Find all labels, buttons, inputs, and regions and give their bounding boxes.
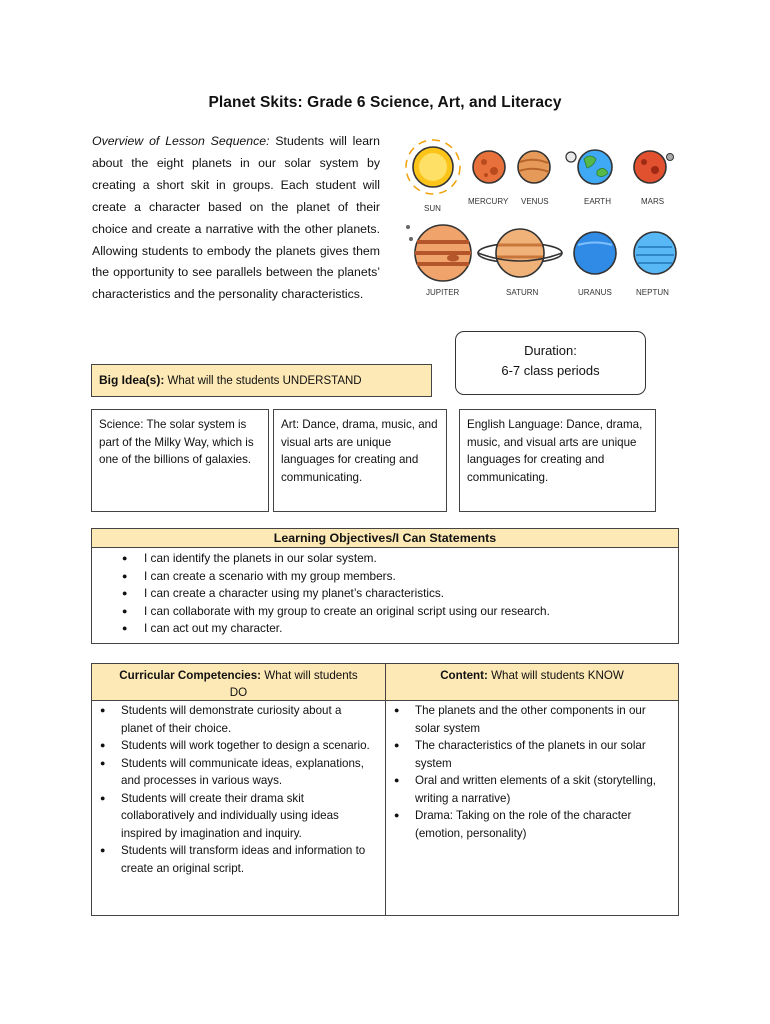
list-item: ● The characteristics of the planets in our solar system: [415, 737, 673, 772]
uranus-illustration: [574, 232, 616, 274]
list-item: ● Students will create their drama skit collaboratively and individually using ideas inspired by imagination and inquiry.: [121, 790, 375, 843]
competencies-content-table: [91, 663, 679, 916]
big-ideas-label: Big Idea(s):: [99, 373, 165, 387]
learning-objectives-heading: Learning Objectives/I Can Statements: [91, 528, 679, 548]
svg-text:VENUS: VENUS: [521, 197, 549, 206]
big-idea-art: Art: Dance, drama, music, and visual arts are unique languages for creating and communicating.: [273, 409, 447, 512]
list-item: ● I can create a character using my planet’s characteristics.: [144, 585, 678, 603]
competencies-header: Curricular Competencies: What will students DO: [92, 664, 385, 701]
list-item: ● I can create a scenario with my group members.: [144, 568, 678, 586]
content-list: [415, 702, 673, 842]
svg-text:NEPTUN: NEPTUN: [636, 288, 669, 297]
overview-paragraph: [92, 131, 380, 306]
svg-text:MARS: MARS: [641, 197, 665, 206]
svg-text:JUPITER: JUPITER: [426, 288, 460, 297]
list-item: ● I can act out my character.: [144, 620, 678, 638]
list-item: ● Drama: Taking on the role of the character (emotion, personality): [415, 807, 673, 842]
svg-text:MERCURY: MERCURY: [468, 197, 509, 206]
big-idea-science: Science: The solar system is part of the Milky Way, which is one of the billions of galaxies.: [91, 409, 269, 512]
list-item: ● Students will demonstrate curiosity about a planet of their choice.: [121, 702, 375, 737]
planets-illustration: [398, 135, 688, 305]
svg-text:SUN: SUN: [424, 204, 441, 213]
learning-objectives-list: [91, 547, 679, 644]
earth-illustration: [566, 150, 612, 184]
mercury-illustration: [473, 151, 505, 183]
neptune-illustration: [634, 232, 676, 274]
overview-text: Students will learn about the eight planets in our solar system by creating a short skit in groups. Each student will create a character based on the planet of their choice and create a narrative with the other planets. Allowing students to embody the planets gives them the opportunity to see parallels between the planets’ characteristics and the personality characteristics.: [92, 134, 380, 302]
duration-label: Duration:: [524, 343, 577, 358]
list-item: ● Oral and written elements of a skit (storytelling, writing a narrative): [415, 772, 673, 807]
mars-illustration: [634, 151, 674, 183]
list-item: ● I can identify the planets in our solar system.: [144, 550, 678, 568]
page-title: Planet Skits: Grade 6 Science, Art, and Literacy: [208, 94, 562, 111]
list-item: ● Students will communicate ideas, explanations, and processes in various ways.: [121, 755, 375, 790]
duration-value: 6-7 class periods: [501, 363, 600, 378]
big-ideas-text: What will the students UNDERSTAND: [167, 375, 362, 387]
svg-text:SATURN: SATURN: [506, 288, 539, 297]
big-idea-english: English Language: Dance, drama, music, and visual arts are unique languages for creating and communicating.: [459, 409, 656, 512]
svg-text:URANUS: URANUS: [578, 288, 612, 297]
list-item: ● Students will work together to design a scenario.: [121, 737, 375, 755]
svg-text:EARTH: EARTH: [584, 197, 611, 206]
saturn-illustration: [478, 229, 562, 277]
jupiter-illustration: [406, 225, 471, 281]
venus-illustration: [518, 151, 550, 183]
list-item: ● I can collaborate with my group to create an original script using our research.: [144, 603, 678, 621]
content-header: Content: What will students KNOW: [386, 664, 678, 701]
competencies-list: [121, 702, 375, 877]
list-item: ● The planets and the other components in our solar system: [415, 702, 673, 737]
big-ideas-header: [91, 364, 432, 397]
sun-illustration: [406, 140, 460, 194]
overview-lead: Overview of Lesson Sequence:: [92, 134, 270, 148]
duration-box: [455, 331, 646, 395]
list-item: ● Students will transform ideas and information to create an original script.: [121, 842, 375, 877]
